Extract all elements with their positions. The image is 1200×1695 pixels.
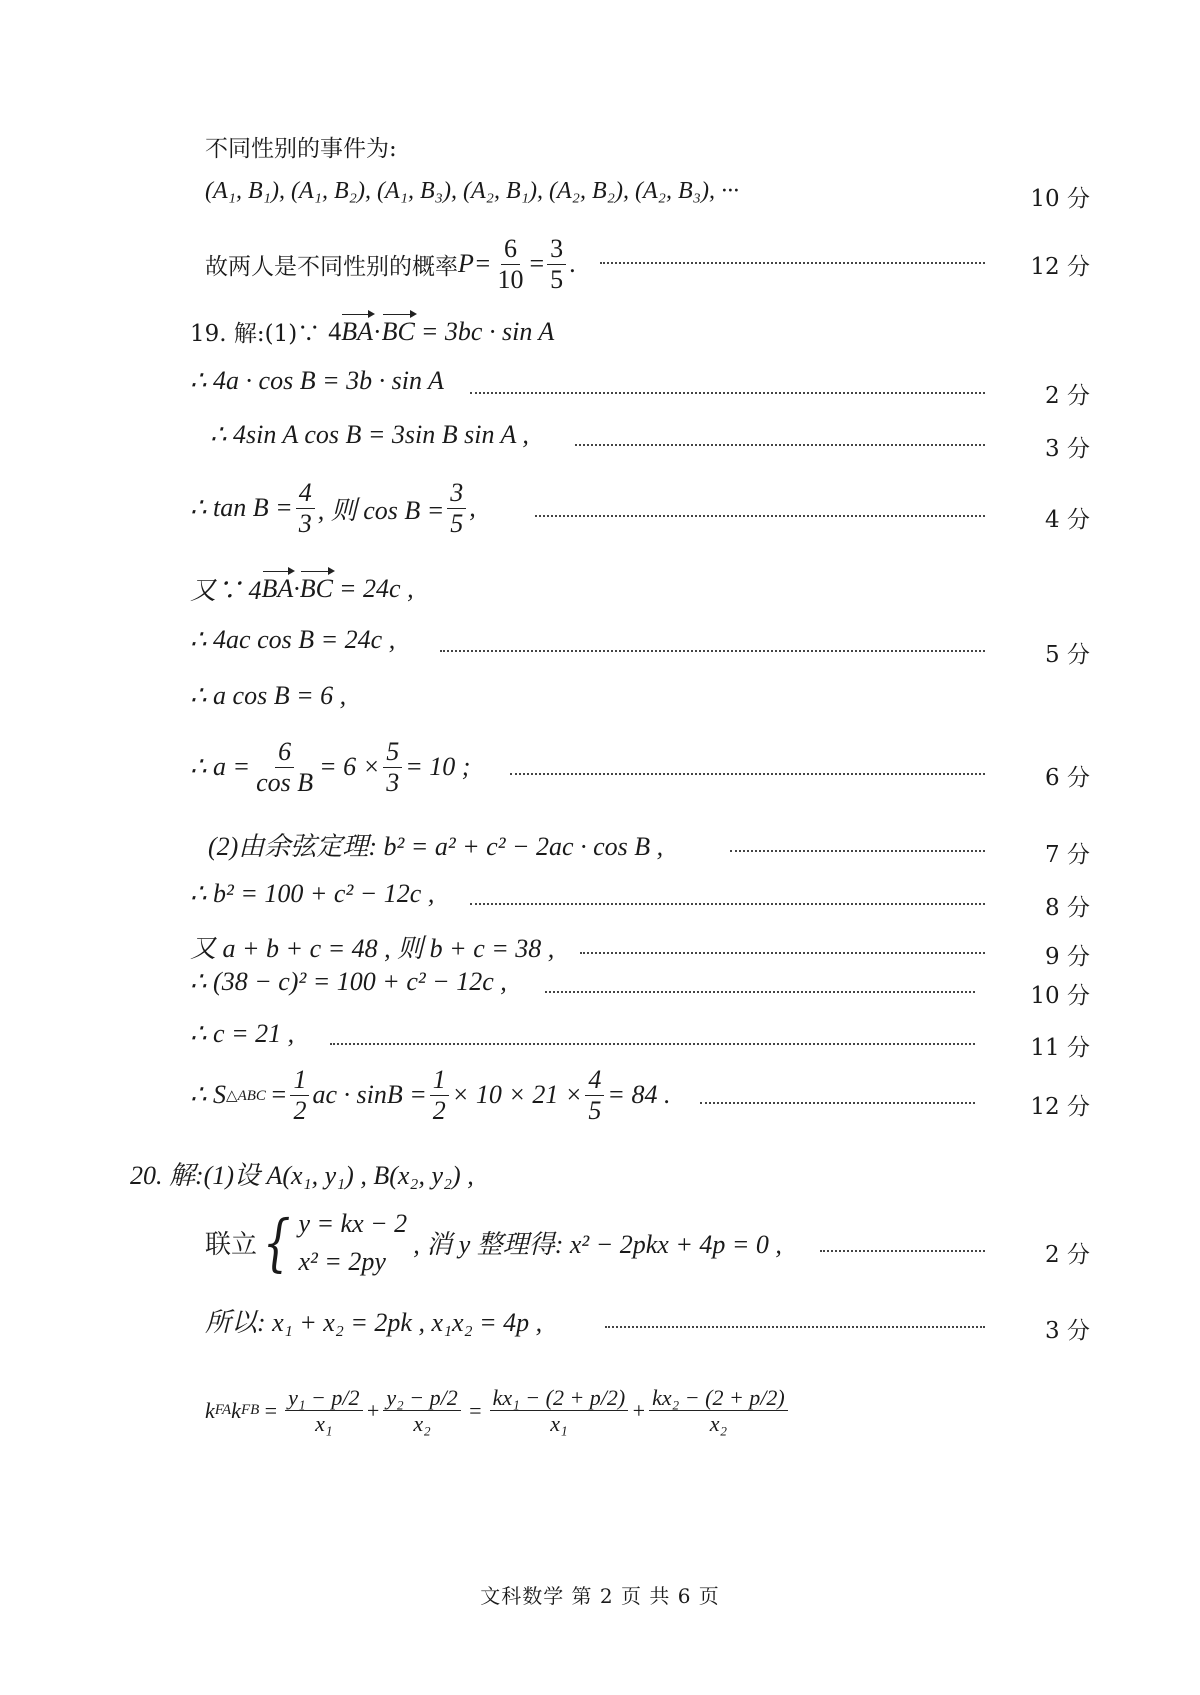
vector-ba: BA <box>261 573 294 603</box>
leader-dots <box>820 1250 985 1252</box>
math-line: ∴ b² = 100 + c² − 12c , <box>190 879 435 908</box>
fraction: $\frac{4}{5}$ <box>585 1065 604 1126</box>
fraction: $\frac{\text{kx₁ − (2 + p/2)}}{\text{x₁}}$ <box>490 1385 629 1437</box>
math-line: 又 a + b + c = 48 , 则 b + c = 38 , <box>190 934 555 963</box>
vector-bc: BC <box>299 573 334 603</box>
math-line: ∴ 4sin A cos B = 3sin B sin A , <box>210 420 529 449</box>
leader-dots <box>545 991 975 993</box>
score-mark: 3 分 <box>1045 1318 1090 1344</box>
score-mark: 10 分 <box>1030 983 1090 1009</box>
fraction: $\frac{4}{3}$ <box>296 478 315 539</box>
score-mark: 7 分 <box>1045 842 1090 868</box>
leader-dots <box>440 650 985 652</box>
fraction: $\frac{5}{3}$ <box>383 737 402 798</box>
math-line: ∴ tan B = $\frac{4}{3}$ , 则 cos B = $\frac{3}{5}$ , <box>190 478 476 538</box>
fraction: $\frac{1}{2}$ <box>430 1065 449 1126</box>
score-mark: 2 分 <box>1045 383 1090 409</box>
score-mark: 5 分 <box>1045 642 1090 668</box>
score-mark: 11 分 <box>1030 1035 1090 1061</box>
page-footer: 文科数学 第 2 页 共 6 页 <box>480 1584 720 1608</box>
score-mark: 2 分 <box>1045 1242 1090 1268</box>
problem-20-heading: 20. 解:(1)设 A(x₁, y₁) , B(x₂, y₂) , <box>130 1161 474 1190</box>
event-list <box>205 178 739 205</box>
math-line: ∴ 4ac cos B = 24c , <box>190 625 396 654</box>
math-line: ∴ 4a · cos B = 3b · sin A <box>190 366 444 395</box>
vector-bc: BC <box>381 316 415 346</box>
vector-ba: BA <box>341 316 373 346</box>
system-line: 联立 { y = kx − 2 x² = 2py , 消 y 整理得: x² − 2pkx + 4p = 0 , <box>205 1205 782 1279</box>
probability-line: 故两人是不同性别的概率 P= $\frac{6}{10}$ = $\frac{3}{5}$ . <box>205 234 576 294</box>
fraction: $\frac{3}{5}$ <box>547 234 566 295</box>
math-text: P= <box>458 249 492 279</box>
leader-dots <box>575 444 985 446</box>
score-mark: 4 分 <box>1045 507 1090 533</box>
leader-dots <box>580 952 985 954</box>
leader-dots <box>330 1043 975 1045</box>
leader-dots <box>605 1326 985 1328</box>
fraction: $\frac{1}{2}$ <box>290 1065 309 1126</box>
equation-system: y = kx − 2 x² = 2py <box>298 1209 408 1276</box>
math-line: ∴ a cos B = 6 , <box>190 681 347 710</box>
leader-dots <box>470 903 985 905</box>
score-mark: 3 分 <box>1045 436 1090 462</box>
leader-dots <box>510 773 985 775</box>
leader-dots <box>470 392 985 394</box>
math-line: (2)由余弦定理: b² = a² + c² − 2ac · cos B , <box>208 832 664 861</box>
leader-dots <box>700 1102 975 1104</box>
score-mark: 12 分 <box>1030 1094 1090 1120</box>
line-text: 故两人是不同性别的概率 <box>205 253 458 280</box>
math-line: 所以: x₁ + x₂ = 2pk , x₁x₂ = 4p , <box>205 1308 543 1337</box>
line-text: (A₁, B₁), (A₁, B₂), (A₁, B₃), (A₂, B₁), (A₂, B₂), (A₂, B₃), ··· <box>205 178 739 204</box>
math-line: ∴ (38 − c)² = 100 + c² − 12c , <box>190 967 507 996</box>
score-mark: 12 分 <box>1030 254 1090 280</box>
area-formula-line: ∴ S △ABC = $\frac{1}{2}$ ac · sinB = $\frac{1}{2}$ × 10 × 21 × $\frac{4}{5}$ = 84 . <box>190 1065 671 1125</box>
line-text: 19. 解:(1)∵ <box>190 321 321 347</box>
score-mark: 10 分 <box>1030 186 1090 212</box>
score-mark: 8 分 <box>1045 895 1090 921</box>
slope-sum-line: k FA k FB = $\frac{\text{y₁ − p/2}}{\text{x₁}}$ + $\frac{\text{y₂ − p/2}}{\text{x₂}}$ = $\frac{\text{kx₁ − (2 + p/2)}}{\text{x₁}}$ + $\frac{\text{kx₂ − (2 + p/2)}}{\text{x₂}}$ <box>205 1385 791 1437</box>
score-mark: 6 分 <box>1045 765 1090 791</box>
fraction: $\frac{\text{kx₂ − (2 + p/2)}}{\text{x₂}}$ <box>649 1385 788 1437</box>
problem-19-heading: 19. 解:(1)∵ 4 BA · BC = 3bc · sin A <box>190 316 555 347</box>
fraction: $\frac{3}{5}$ <box>447 478 466 539</box>
math-line: ∴ a = $\frac{6}{\text{cos B}}$ = 6 × $\frac{5}{3}$ = 10 ; <box>190 737 471 797</box>
text-line <box>205 130 397 163</box>
fraction: $\frac{\text{y₂ − p/2}}{\text{x₂}}$ <box>383 1385 460 1437</box>
leader-dots <box>730 850 985 852</box>
fraction: $\frac{6}{10}$ <box>497 234 524 294</box>
fraction: $\frac{6}{\text{cos B}}$ <box>256 737 314 797</box>
math-line: 又∵ 4 BA · BC = 24c , <box>190 573 414 605</box>
leader-dots <box>535 515 985 517</box>
line-text: 不同性别的事件为: <box>205 136 397 162</box>
math-line: ∴ c = 21 , <box>190 1019 295 1048</box>
score-mark: 9 分 <box>1045 944 1090 970</box>
leader-dots <box>600 262 985 264</box>
fraction: $\frac{\text{y₁ − p/2}}{\text{x₁}}$ <box>285 1385 362 1437</box>
left-brace: { <box>262 1205 291 1279</box>
